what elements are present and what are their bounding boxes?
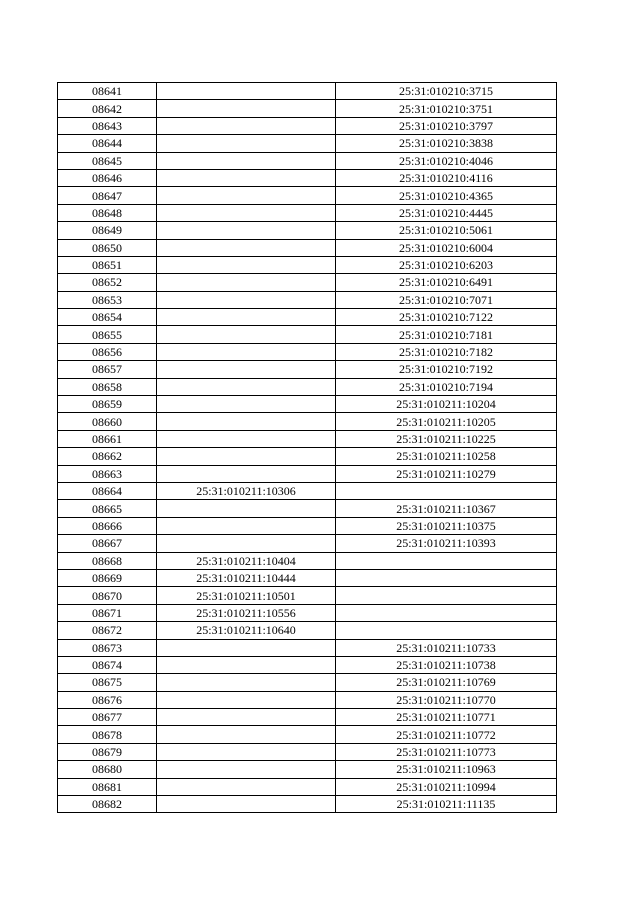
row-number-cell: 08645 (58, 152, 157, 169)
row-number-cell: 08671 (58, 604, 157, 621)
cadastral-number-cell-left: 25:31:010211:10444 (157, 569, 336, 586)
row-number-cell: 08649 (58, 222, 157, 239)
row-number-cell: 08680 (58, 761, 157, 778)
cadastral-number-cell-left (157, 796, 336, 813)
cadastral-number-cell-left (157, 326, 336, 343)
table-row (58, 639, 557, 656)
table-row (58, 482, 557, 499)
cadastral-number-cell-right (336, 587, 557, 604)
row-number-cell: 08670 (58, 587, 157, 604)
cadastral-number-cell-right: 25:31:010210:7192 (336, 361, 557, 378)
row-number-cell: 08665 (58, 500, 157, 517)
cadastral-number-cell-right: 25:31:010210:6491 (336, 274, 557, 291)
table-row (58, 604, 557, 621)
cadastral-number-cell-right: 25:31:010211:10773 (336, 743, 557, 760)
cadastral-number-cell-left (157, 656, 336, 673)
cadastral-number-table (57, 82, 557, 813)
table-row (58, 117, 557, 134)
table-row (58, 552, 557, 569)
cadastral-number-cell-left (157, 639, 336, 656)
table-row (58, 152, 557, 169)
cadastral-number-cell-left: 25:31:010211:10404 (157, 552, 336, 569)
cadastral-number-cell-right: 25:31:010211:10994 (336, 778, 557, 795)
cadastral-number-cell-right: 25:31:010211:10771 (336, 709, 557, 726)
row-number-cell: 08656 (58, 343, 157, 360)
cadastral-number-cell-left (157, 152, 336, 169)
table-row (58, 674, 557, 691)
row-number-cell: 08642 (58, 100, 157, 117)
cadastral-number-cell-right: 25:31:010210:4046 (336, 152, 557, 169)
cadastral-number-cell-right: 25:31:010210:7071 (336, 291, 557, 308)
cadastral-number-cell-left (157, 396, 336, 413)
cadastral-number-cell-left (157, 204, 336, 221)
row-number-cell: 08641 (58, 83, 157, 100)
row-number-cell: 08643 (58, 117, 157, 134)
cadastral-number-cell-right: 25:31:010210:7181 (336, 326, 557, 343)
row-number-cell: 08647 (58, 187, 157, 204)
table-row (58, 517, 557, 534)
cadastral-number-cell-right: 25:31:010210:3715 (336, 83, 557, 100)
row-number-cell: 08673 (58, 639, 157, 656)
cadastral-number-cell-left: 25:31:010211:10501 (157, 587, 336, 604)
cadastral-number-cell-right (336, 482, 557, 499)
table-row (58, 743, 557, 760)
cadastral-number-cell-left (157, 291, 336, 308)
cadastral-number-cell-right: 25:31:010210:3751 (336, 100, 557, 117)
table-row (58, 622, 557, 639)
table-row (58, 778, 557, 795)
row-number-cell: 08644 (58, 135, 157, 152)
cadastral-number-cell-right: 25:31:010210:6203 (336, 256, 557, 273)
table-body (58, 83, 557, 813)
cadastral-number-cell-left (157, 691, 336, 708)
table-row (58, 378, 557, 395)
table-row (58, 256, 557, 273)
row-number-cell: 08658 (58, 378, 157, 395)
table-row (58, 100, 557, 117)
table-row (58, 361, 557, 378)
table-row (58, 83, 557, 100)
cadastral-number-cell-left (157, 430, 336, 447)
cadastral-number-cell-right: 25:31:010210:4365 (336, 187, 557, 204)
cadastral-number-cell-right: 25:31:010211:10279 (336, 465, 557, 482)
cadastral-number-cell-right: 25:31:010210:3838 (336, 135, 557, 152)
table-row (58, 413, 557, 430)
cadastral-number-cell-right: 25:31:010211:10769 (336, 674, 557, 691)
row-number-cell: 08668 (58, 552, 157, 569)
row-number-cell: 08676 (58, 691, 157, 708)
cadastral-number-cell-left (157, 256, 336, 273)
row-number-cell: 08672 (58, 622, 157, 639)
table-row (58, 169, 557, 186)
table-row (58, 274, 557, 291)
cadastral-number-cell-left (157, 413, 336, 430)
table-row (58, 569, 557, 586)
row-number-cell: 08682 (58, 796, 157, 813)
cadastral-number-cell-left (157, 187, 336, 204)
cadastral-number-cell-left (157, 100, 336, 117)
cadastral-number-cell-right: 25:31:010211:10772 (336, 726, 557, 743)
row-number-cell: 08653 (58, 291, 157, 308)
row-number-cell: 08674 (58, 656, 157, 673)
table-row (58, 222, 557, 239)
row-number-cell: 08657 (58, 361, 157, 378)
cadastral-number-cell-right: 25:31:010211:11135 (336, 796, 557, 813)
table-row (58, 691, 557, 708)
row-number-cell: 08654 (58, 309, 157, 326)
cadastral-number-cell-right: 25:31:010210:3797 (336, 117, 557, 134)
table-row (58, 396, 557, 413)
table-row (58, 535, 557, 552)
row-number-cell: 08666 (58, 517, 157, 534)
cadastral-number-cell-left (157, 361, 336, 378)
cadastral-number-cell-left (157, 465, 336, 482)
cadastral-number-cell-right: 25:31:010211:10733 (336, 639, 557, 656)
row-number-cell: 08655 (58, 326, 157, 343)
cadastral-number-cell-left (157, 222, 336, 239)
table-row (58, 291, 557, 308)
cadastral-number-cell-left (157, 517, 336, 534)
cadastral-number-cell-right: 25:31:010211:10738 (336, 656, 557, 673)
cadastral-number-cell-left (157, 743, 336, 760)
cadastral-number-cell-left (157, 169, 336, 186)
row-number-cell: 08667 (58, 535, 157, 552)
row-number-cell: 08659 (58, 396, 157, 413)
row-number-cell: 08677 (58, 709, 157, 726)
cadastral-number-cell-left (157, 309, 336, 326)
table-row (58, 500, 557, 517)
cadastral-number-cell-left (157, 761, 336, 778)
table-row (58, 448, 557, 465)
table-row (58, 309, 557, 326)
cadastral-number-cell-left (157, 239, 336, 256)
cadastral-number-cell-right: 25:31:010211:10204 (336, 396, 557, 413)
row-number-cell: 08669 (58, 569, 157, 586)
cadastral-number-cell-right: 25:31:010210:5061 (336, 222, 557, 239)
cadastral-number-cell-right: 25:31:010211:10258 (336, 448, 557, 465)
row-number-cell: 08648 (58, 204, 157, 221)
cadastral-number-cell-left (157, 535, 336, 552)
cadastral-number-cell-left (157, 135, 336, 152)
cadastral-number-cell-right (336, 604, 557, 621)
row-number-cell: 08661 (58, 430, 157, 447)
row-number-cell: 08650 (58, 239, 157, 256)
cadastral-number-cell-right: 25:31:010211:10367 (336, 500, 557, 517)
cadastral-number-cell-left (157, 709, 336, 726)
cadastral-number-cell-right: 25:31:010211:10225 (336, 430, 557, 447)
cadastral-number-cell-left (157, 378, 336, 395)
cadastral-number-cell-left (157, 448, 336, 465)
cadastral-number-cell-left: 25:31:010211:10306 (157, 482, 336, 499)
cadastral-number-cell-left (157, 117, 336, 134)
cadastral-number-cell-right: 25:31:010211:10393 (336, 535, 557, 552)
cadastral-number-cell-left (157, 343, 336, 360)
cadastral-number-cell-right: 25:31:010210:7194 (336, 378, 557, 395)
table-row (58, 239, 557, 256)
table-row (58, 761, 557, 778)
cadastral-number-cell-right (336, 552, 557, 569)
cadastral-number-cell-right: 25:31:010211:10770 (336, 691, 557, 708)
cadastral-number-cell-right: 25:31:010211:10205 (336, 413, 557, 430)
row-number-cell: 08675 (58, 674, 157, 691)
table-row (58, 796, 557, 813)
row-number-cell: 08681 (58, 778, 157, 795)
cadastral-number-cell-right: 25:31:010211:10963 (336, 761, 557, 778)
cadastral-number-cell-right: 25:31:010210:4116 (336, 169, 557, 186)
document-table-container (57, 82, 557, 813)
cadastral-number-cell-left (157, 274, 336, 291)
row-number-cell: 08663 (58, 465, 157, 482)
table-row (58, 726, 557, 743)
cadastral-number-cell-right: 25:31:010210:7122 (336, 309, 557, 326)
table-row (58, 587, 557, 604)
cadastral-number-cell-right: 25:31:010211:10375 (336, 517, 557, 534)
row-number-cell: 08651 (58, 256, 157, 273)
table-row (58, 709, 557, 726)
cadastral-number-cell-left (157, 726, 336, 743)
row-number-cell: 08664 (58, 482, 157, 499)
row-number-cell: 08662 (58, 448, 157, 465)
row-number-cell: 08660 (58, 413, 157, 430)
row-number-cell: 08646 (58, 169, 157, 186)
cadastral-number-cell-left: 25:31:010211:10556 (157, 604, 336, 621)
table-row (58, 187, 557, 204)
table-row (58, 204, 557, 221)
row-number-cell: 08652 (58, 274, 157, 291)
cadastral-number-cell-left: 25:31:010211:10640 (157, 622, 336, 639)
cadastral-number-cell-right (336, 569, 557, 586)
table-row (58, 343, 557, 360)
table-row (58, 135, 557, 152)
row-number-cell: 08678 (58, 726, 157, 743)
cadastral-number-cell-right: 25:31:010210:4445 (336, 204, 557, 221)
table-row (58, 430, 557, 447)
table-row (58, 465, 557, 482)
cadastral-number-cell-right: 25:31:010210:6004 (336, 239, 557, 256)
cadastral-number-cell-left (157, 778, 336, 795)
cadastral-number-cell-left (157, 83, 336, 100)
cadastral-number-cell-right (336, 622, 557, 639)
row-number-cell: 08679 (58, 743, 157, 760)
cadastral-number-cell-left (157, 674, 336, 691)
table-row (58, 326, 557, 343)
cadastral-number-cell-right: 25:31:010210:7182 (336, 343, 557, 360)
table-row (58, 656, 557, 673)
cadastral-number-cell-left (157, 500, 336, 517)
